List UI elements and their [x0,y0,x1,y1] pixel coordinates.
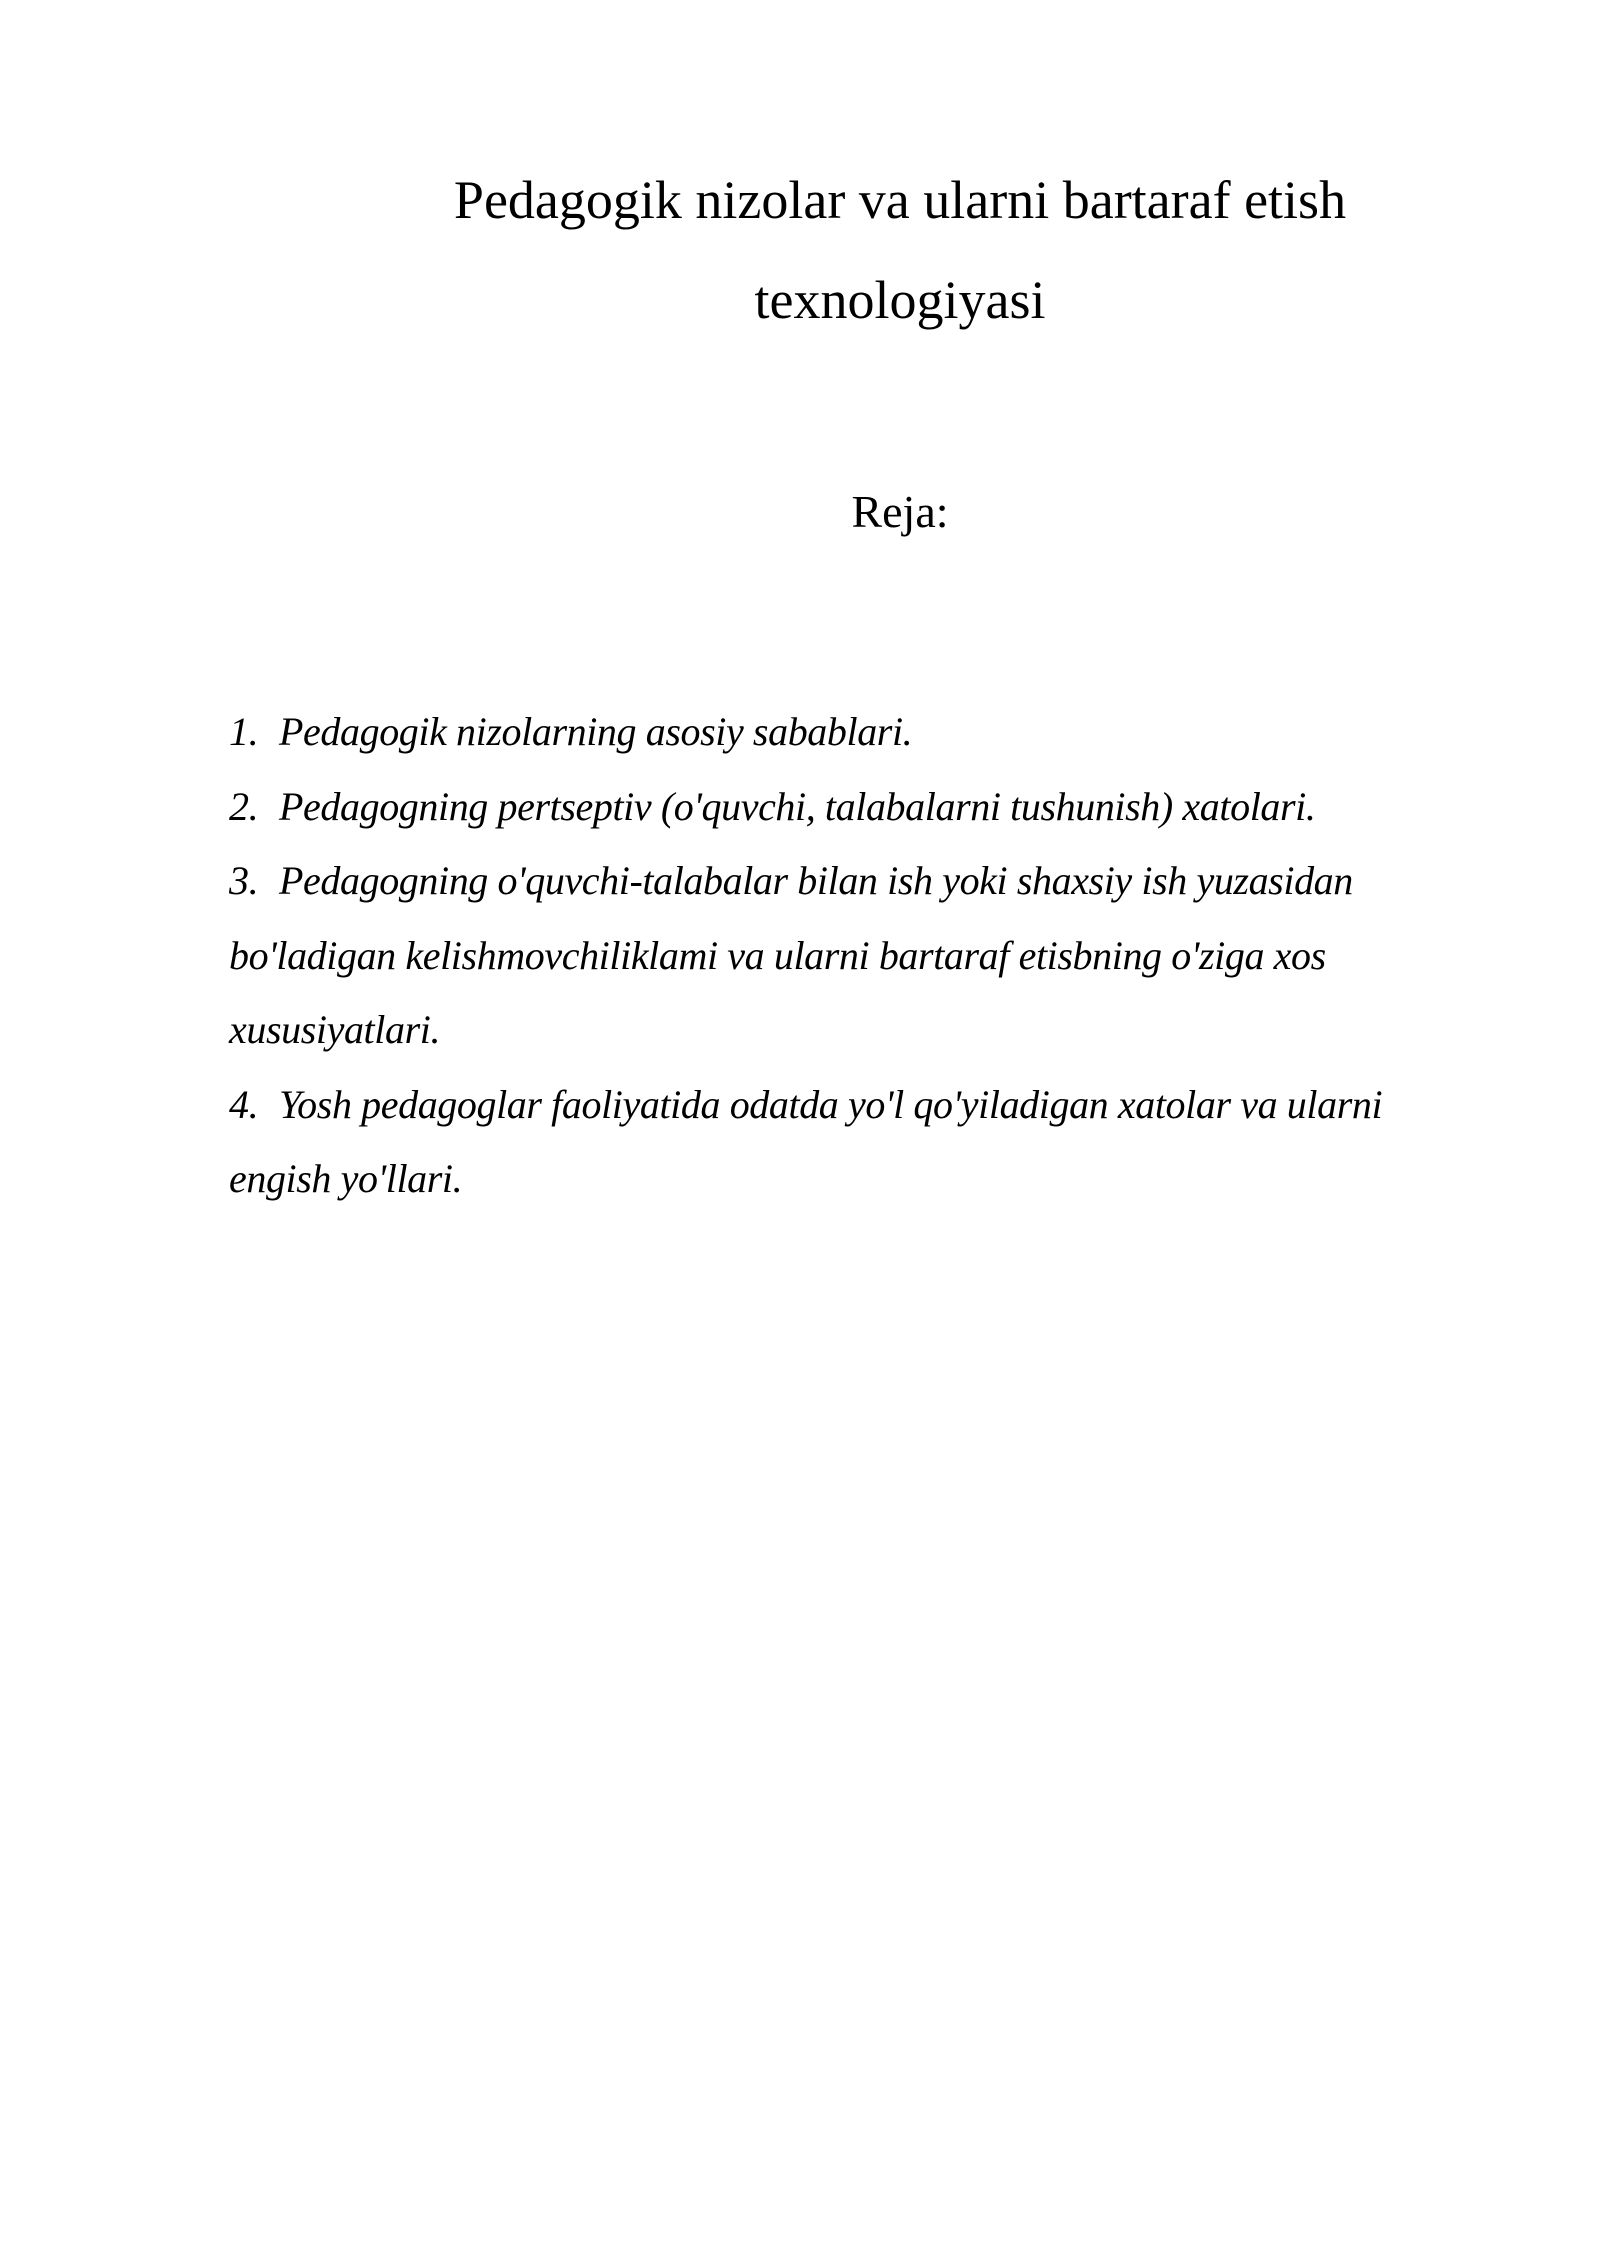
plan-item-text: Pedagogning o'quvchi-talabalar bilan ish yoki shaxsiy ish yuzasidan bo'ladigan kelishmovchiliklami va ularni bartaraf etisbning o'ziga xos xususiyatlari. [229,858,1353,1052]
plan-item-number: 3. [229,858,259,903]
plan-item-text: Yosh pedagoglar faoliyatida odatda yo'l qo'yiladigan xatolar va ularni engish yo'llari. [229,1081,1383,1201]
document-title [420,150,1380,350]
document-title-line-1: Pedagogik nizolar va ularni bartaraf etish [453,170,1347,230]
plan-item-3 [229,844,1459,1068]
plan-list [229,695,1459,1217]
plan-item-number: 2. [229,783,259,829]
document-title-line-2: texnologiyasi [754,270,1046,330]
plan-item-number: 1. [229,709,259,754]
plan-item-text: Pedagogning pertseptiv (o'quvchi, talabalarni tushunish) xatolari. [279,783,1316,829]
plan-heading: Reja: [851,486,949,537]
plan-item-2 [229,770,1459,845]
plan-item-1 [229,695,1459,770]
plan-item-4 [229,1068,1459,1217]
plan-item-text: Pedagogik nizolarning asosiy sabablari. [279,709,913,754]
plan-item-number: 4. [229,1081,259,1127]
